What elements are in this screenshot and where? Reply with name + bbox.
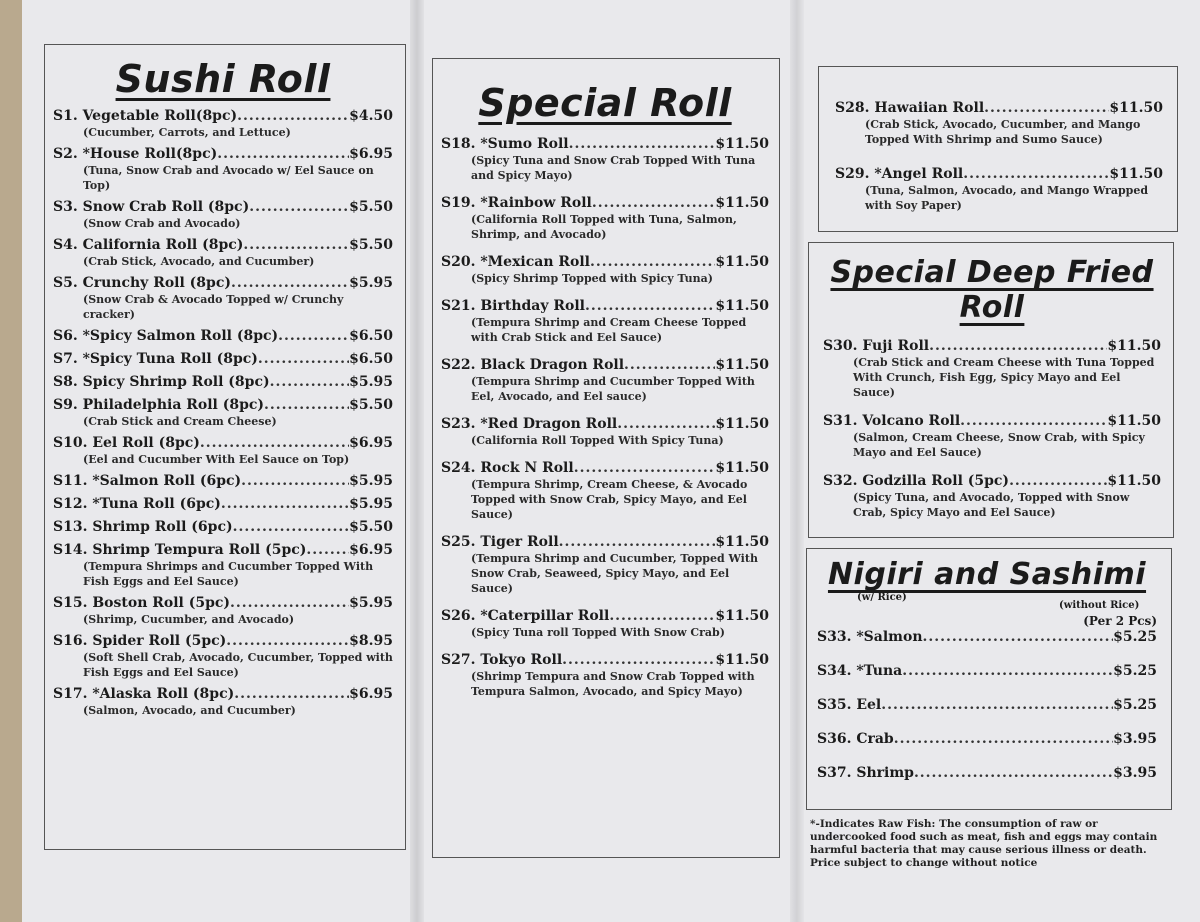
item-row	[817, 628, 1157, 646]
leader-dots	[234, 685, 349, 703]
item-row	[53, 373, 393, 391]
item-name: S29. *Angel Roll	[835, 166, 964, 182]
item-name: S11. *Salmon Roll (6pc)	[53, 473, 242, 489]
item-row	[53, 145, 393, 163]
top-box-item	[835, 165, 1163, 213]
item-description: (Tempura Shrimp and Cream Cheese Topped with Crab Stick and Eel Sauce)	[471, 316, 747, 344]
item-price: $6.50	[349, 328, 393, 344]
special-roll-item	[441, 607, 769, 640]
item-name: S21. Birthday Roll	[441, 298, 585, 314]
item-name: S18. *Sumo Roll	[441, 136, 569, 152]
item-description: (Snow Crab & Avocado Topped w/ Crunchy cracker)	[83, 293, 344, 321]
item-description: (Snow Crab and Avocado)	[83, 217, 241, 230]
item-description: (Shrimp, Cucumber, and Avocado)	[83, 613, 295, 626]
nigiri-item	[817, 764, 1157, 782]
nigiri-panel	[806, 548, 1172, 810]
item-description: (Tuna, Salmon, Avocado, and Mango Wrapped with Soy Paper)	[865, 184, 1149, 212]
item-description: (Tempura Shrimps and Cucumber Topped With Fish Eggs and Eel Sauce)	[83, 560, 374, 588]
item-description: (California Roll Topped with Tuna, Salmon, Shrimp, and Avocado)	[471, 213, 737, 241]
item-price: $11.50	[715, 254, 769, 270]
with-rice-label: (w/ Rice)	[857, 592, 907, 603]
sushi-roll-item	[53, 632, 393, 680]
leader-dots	[929, 337, 1107, 355]
leader-dots	[306, 541, 349, 559]
sushi-roll-item	[53, 107, 393, 140]
item-name: S3. Snow Crab Roll (8pc)	[53, 199, 250, 215]
sushi-roll-item	[53, 350, 393, 368]
sushi-roll-item	[53, 145, 393, 193]
item-name: S8. Spicy Shrimp Roll (8pc)	[53, 374, 270, 390]
deep-fried-item	[823, 472, 1161, 520]
item-price: $5.95	[349, 473, 393, 489]
item-row	[441, 297, 769, 315]
special-roll-item	[441, 651, 769, 699]
sushi-roll-list	[53, 107, 393, 718]
item-row	[53, 396, 393, 414]
leader-dots	[237, 107, 349, 125]
special-roll-title: Special Roll	[478, 81, 732, 125]
sushi-roll-item	[53, 541, 393, 589]
item-row	[817, 696, 1157, 714]
item-name: S25. Tiger Roll	[441, 534, 559, 550]
leader-dots	[249, 198, 349, 216]
item-name: S17. *Alaska Roll (8pc)	[53, 686, 235, 702]
item-row	[441, 607, 769, 625]
item-name: S23. *Red Dragon Roll	[441, 416, 618, 432]
leader-dots	[217, 145, 349, 163]
item-name: S35. Eel	[817, 697, 882, 713]
sushi-roll-item	[53, 373, 393, 391]
item-price: $5.95	[349, 595, 393, 611]
item-name: S24. Rock N Roll	[441, 460, 574, 476]
special-roll-item	[441, 194, 769, 242]
nigiri-item	[817, 730, 1157, 748]
item-name: S13. Shrimp Roll (6pc)	[53, 519, 233, 535]
item-name: S14. Shrimp Tempura Roll (5pc)	[53, 542, 307, 558]
item-row	[53, 594, 393, 612]
item-row	[53, 472, 393, 490]
item-row	[441, 533, 769, 551]
top-box-item	[835, 99, 1163, 147]
nigiri-list	[817, 628, 1157, 782]
sushi-roll-item	[53, 685, 393, 718]
without-rice-label: (without Rice)	[1059, 600, 1140, 611]
hawaiian-angel-panel	[818, 66, 1178, 232]
item-price: $11.50	[715, 608, 769, 624]
leader-dots	[230, 594, 349, 612]
sushi-roll-panel	[44, 44, 406, 850]
item-row	[441, 135, 769, 153]
leader-dots	[562, 651, 715, 669]
sushi-roll-item	[53, 236, 393, 269]
item-row	[441, 194, 769, 212]
special-roll-item	[441, 135, 769, 183]
item-row	[835, 99, 1163, 117]
item-name: S4. California Roll (8pc)	[53, 237, 244, 253]
item-row	[441, 356, 769, 374]
item-description: (Soft Shell Crab, Avocado, Cucumber, Topped with Fish Eggs and Eel Sauce)	[83, 651, 393, 679]
leader-dots	[592, 194, 716, 212]
leader-dots	[617, 415, 715, 433]
item-row	[835, 165, 1163, 183]
item-price: $4.50	[349, 108, 393, 124]
leader-dots	[231, 274, 349, 292]
item-price: $6.95	[349, 542, 393, 558]
item-description: (Crab Stick, Avocado, and Cucumber)	[83, 255, 315, 268]
leader-dots	[960, 412, 1107, 430]
item-name: S7. *Spicy Tuna Roll (8pc)	[53, 351, 258, 367]
item-price: $11.50	[715, 416, 769, 432]
leader-dots	[894, 730, 1113, 748]
item-row	[823, 337, 1161, 355]
item-name: S33. *Salmon	[817, 629, 923, 645]
item-price: $5.25	[1113, 629, 1157, 645]
item-row	[53, 685, 393, 703]
item-price: $6.95	[349, 686, 393, 702]
raw-fish-footnote: *-Indicates Raw Fish: The consumption of raw or undercooked food such as meat, fish and eggs may contain harmful bacteria that may cause serious illness or death. Price subject to change without notice	[810, 818, 1158, 869]
item-row	[817, 730, 1157, 748]
item-row	[441, 253, 769, 271]
item-description: (Tuna, Snow Crab and Avocado w/ Eel Sauce on Top)	[83, 164, 374, 192]
item-price: $5.50	[349, 199, 393, 215]
item-row	[817, 764, 1157, 782]
deep-fried-panel	[808, 242, 1174, 538]
item-name: S15. Boston Roll (5pc)	[53, 595, 231, 611]
item-name: S1. Vegetable Roll(8pc)	[53, 108, 238, 124]
item-row	[53, 541, 393, 559]
special-roll-item	[441, 356, 769, 404]
leader-dots	[609, 607, 715, 625]
leader-dots	[270, 373, 350, 391]
item-description: (Salmon, Cream Cheese, Snow Crab, with Spicy Mayo and Eel Sauce)	[853, 431, 1145, 459]
item-price: $11.50	[1107, 473, 1161, 489]
sushi-roll-item	[53, 396, 393, 429]
item-name: S22. Black Dragon Roll	[441, 357, 625, 373]
leader-dots	[264, 396, 349, 414]
item-name: S37. Shrimp	[817, 765, 914, 781]
item-description: (Tempura Shrimp, Cream Cheese, & Avocado Topped with Snow Crab, Spicy Mayo, and Eel Sauce)	[471, 478, 748, 521]
item-name: S9. Philadelphia Roll (8pc)	[53, 397, 265, 413]
item-description: (Shrimp Tempura and Snow Crab Topped with Tempura Salmon, Avocado, and Spicy Mayo)	[471, 670, 755, 698]
item-price: $5.95	[349, 275, 393, 291]
leader-dots	[559, 533, 716, 551]
item-name: S10. Eel Roll (8pc)	[53, 435, 200, 451]
special-roll-list	[441, 135, 769, 699]
item-price: $11.50	[715, 460, 769, 476]
item-row	[53, 350, 393, 368]
leader-dots	[881, 696, 1113, 714]
leader-dots	[200, 434, 349, 452]
nigiri-item	[817, 628, 1157, 646]
item-description: (Spicy Tuna roll Topped With Snow Crab)	[471, 626, 725, 639]
top-box-list	[835, 99, 1163, 213]
item-row	[823, 412, 1161, 430]
item-price: $11.50	[1107, 338, 1161, 354]
item-row	[441, 651, 769, 669]
item-row	[53, 198, 393, 216]
item-row	[53, 495, 393, 513]
item-row	[441, 459, 769, 477]
item-description: (Spicy Tuna and Snow Crab Topped With Tuna and Spicy Mayo)	[471, 154, 756, 182]
per-pieces-label: (Per 2 Pcs)	[1083, 614, 1157, 628]
leader-dots	[902, 662, 1113, 680]
item-row	[53, 107, 393, 125]
sushi-roll-item	[53, 274, 393, 322]
item-price: $6.95	[349, 146, 393, 162]
item-price: $11.50	[715, 136, 769, 152]
item-price: $11.50	[715, 357, 769, 373]
leader-dots	[226, 632, 349, 650]
leader-dots	[590, 253, 715, 271]
item-description: (Salmon, Avocado, and Cucumber)	[83, 704, 296, 717]
item-name: S34. *Tuna	[817, 663, 903, 679]
nigiri-item	[817, 696, 1157, 714]
item-row	[53, 518, 393, 536]
sushi-roll-item	[53, 198, 393, 231]
item-price: $11.50	[1107, 413, 1161, 429]
nigiri-item	[817, 662, 1157, 680]
item-name: S28. Hawaiian Roll	[835, 100, 985, 116]
special-roll-item	[441, 297, 769, 345]
special-roll-item	[441, 253, 769, 286]
item-price: $3.95	[1113, 731, 1157, 747]
leader-dots	[258, 350, 349, 368]
sushi-roll-item	[53, 495, 393, 513]
item-price: $5.95	[349, 496, 393, 512]
leader-dots	[241, 472, 349, 490]
leader-dots	[624, 356, 715, 374]
sushi-roll-item	[53, 518, 393, 536]
leader-dots	[914, 764, 1113, 782]
leader-dots	[221, 495, 349, 513]
item-description: (Tempura Shrimp and Cucumber Topped With Eel, Avocado, and Eel sauce)	[471, 375, 755, 403]
item-price: $11.50	[715, 534, 769, 550]
item-price: $11.50	[1109, 166, 1163, 182]
item-description: (Crab Stick and Cream Cheese)	[83, 415, 277, 428]
item-name: S36. Crab	[817, 731, 894, 747]
sushi-roll-title: Sushi Roll	[115, 57, 331, 101]
leader-dots	[278, 327, 349, 345]
item-description: (Crab Stick and Cream Cheese with Tuna Topped With Crunch, Fish Egg, Spicy Mayo and Eel Sauce)	[853, 356, 1155, 399]
sushi-roll-item	[53, 327, 393, 345]
item-price: $8.95	[349, 633, 393, 649]
item-description: (California Roll Topped With Spicy Tuna)	[471, 434, 724, 447]
item-price: $6.95	[349, 435, 393, 451]
item-description: (Eel and Cucumber With Eel Sauce on Top)	[83, 453, 350, 466]
sushi-roll-item	[53, 472, 393, 490]
item-price: $5.95	[349, 374, 393, 390]
item-price: $5.50	[349, 237, 393, 253]
special-roll-panel	[432, 58, 780, 858]
item-name: S12. *Tuna Roll (6pc)	[53, 496, 221, 512]
leader-dots	[574, 459, 716, 477]
leader-dots	[963, 165, 1109, 183]
item-name: S19. *Rainbow Roll	[441, 195, 592, 211]
item-price: $5.25	[1113, 663, 1157, 679]
item-name: S32. Godzilla Roll (5pc)	[823, 473, 1010, 489]
special-roll-item	[441, 533, 769, 596]
special-roll-item	[441, 459, 769, 522]
item-price: $11.50	[715, 652, 769, 668]
item-row	[823, 472, 1161, 490]
item-price: $11.50	[715, 298, 769, 314]
item-name: S2. *House Roll(8pc)	[53, 146, 218, 162]
item-price: $5.50	[349, 519, 393, 535]
item-description: (Spicy Tuna, and Avocado, Topped with Snow Crab, Spicy Mayo and Eel Sauce)	[853, 491, 1130, 519]
item-name: S6. *Spicy Salmon Roll (8pc)	[53, 328, 279, 344]
paper-fold-right	[790, 0, 804, 922]
paper-fold-left	[410, 0, 424, 922]
leader-dots	[585, 297, 715, 315]
item-price: $5.25	[1113, 697, 1157, 713]
leader-dots	[1009, 472, 1107, 490]
item-name: S20. *Mexican Roll	[441, 254, 590, 270]
item-price: $5.50	[349, 397, 393, 413]
item-row	[817, 662, 1157, 680]
leader-dots	[233, 518, 350, 536]
sushi-roll-item	[53, 434, 393, 467]
item-price: $11.50	[715, 195, 769, 211]
item-row	[53, 327, 393, 345]
item-description: (Tempura Shrimp and Cucumber, Topped With Snow Crab, Seaweed, Spicy Mayo, and Eel Sauce)	[471, 552, 758, 595]
item-description: (Crab Stick, Avocado, Cucumber, and Mango Topped With Shrimp and Sumo Sauce)	[865, 118, 1141, 146]
item-name: S5. Crunchy Roll (8pc)	[53, 275, 231, 291]
deep-fried-item	[823, 412, 1161, 460]
item-description: (Cucumber, Carrots, and Lettuce)	[83, 126, 291, 139]
item-name: S26. *Caterpillar Roll	[441, 608, 610, 624]
item-row	[53, 236, 393, 254]
leader-dots	[243, 236, 349, 254]
item-price: $6.50	[349, 351, 393, 367]
item-name: S27. Tokyo Roll	[441, 652, 563, 668]
item-name: S31. Volcano Roll	[823, 413, 961, 429]
item-price: $3.95	[1113, 765, 1157, 781]
item-row	[441, 415, 769, 433]
deep-fried-list	[823, 337, 1161, 520]
leader-dots	[569, 135, 716, 153]
leader-dots	[923, 628, 1114, 646]
deep-fried-title: Special Deep Fried Roll	[830, 255, 1154, 325]
sushi-roll-item	[53, 594, 393, 627]
item-description: (Spicy Shrimp Topped with Spicy Tuna)	[471, 272, 713, 285]
special-roll-item	[441, 415, 769, 448]
nigiri-title: Nigiri and Sashimi	[827, 557, 1147, 592]
deep-fried-item	[823, 337, 1161, 400]
item-name: S30. Fuji Roll	[823, 338, 930, 354]
item-name: S16. Spider Roll (5pc)	[53, 633, 227, 649]
item-row	[53, 434, 393, 452]
item-price: $11.50	[1109, 100, 1163, 116]
leader-dots	[984, 99, 1109, 117]
item-row	[53, 274, 393, 292]
item-row	[53, 632, 393, 650]
